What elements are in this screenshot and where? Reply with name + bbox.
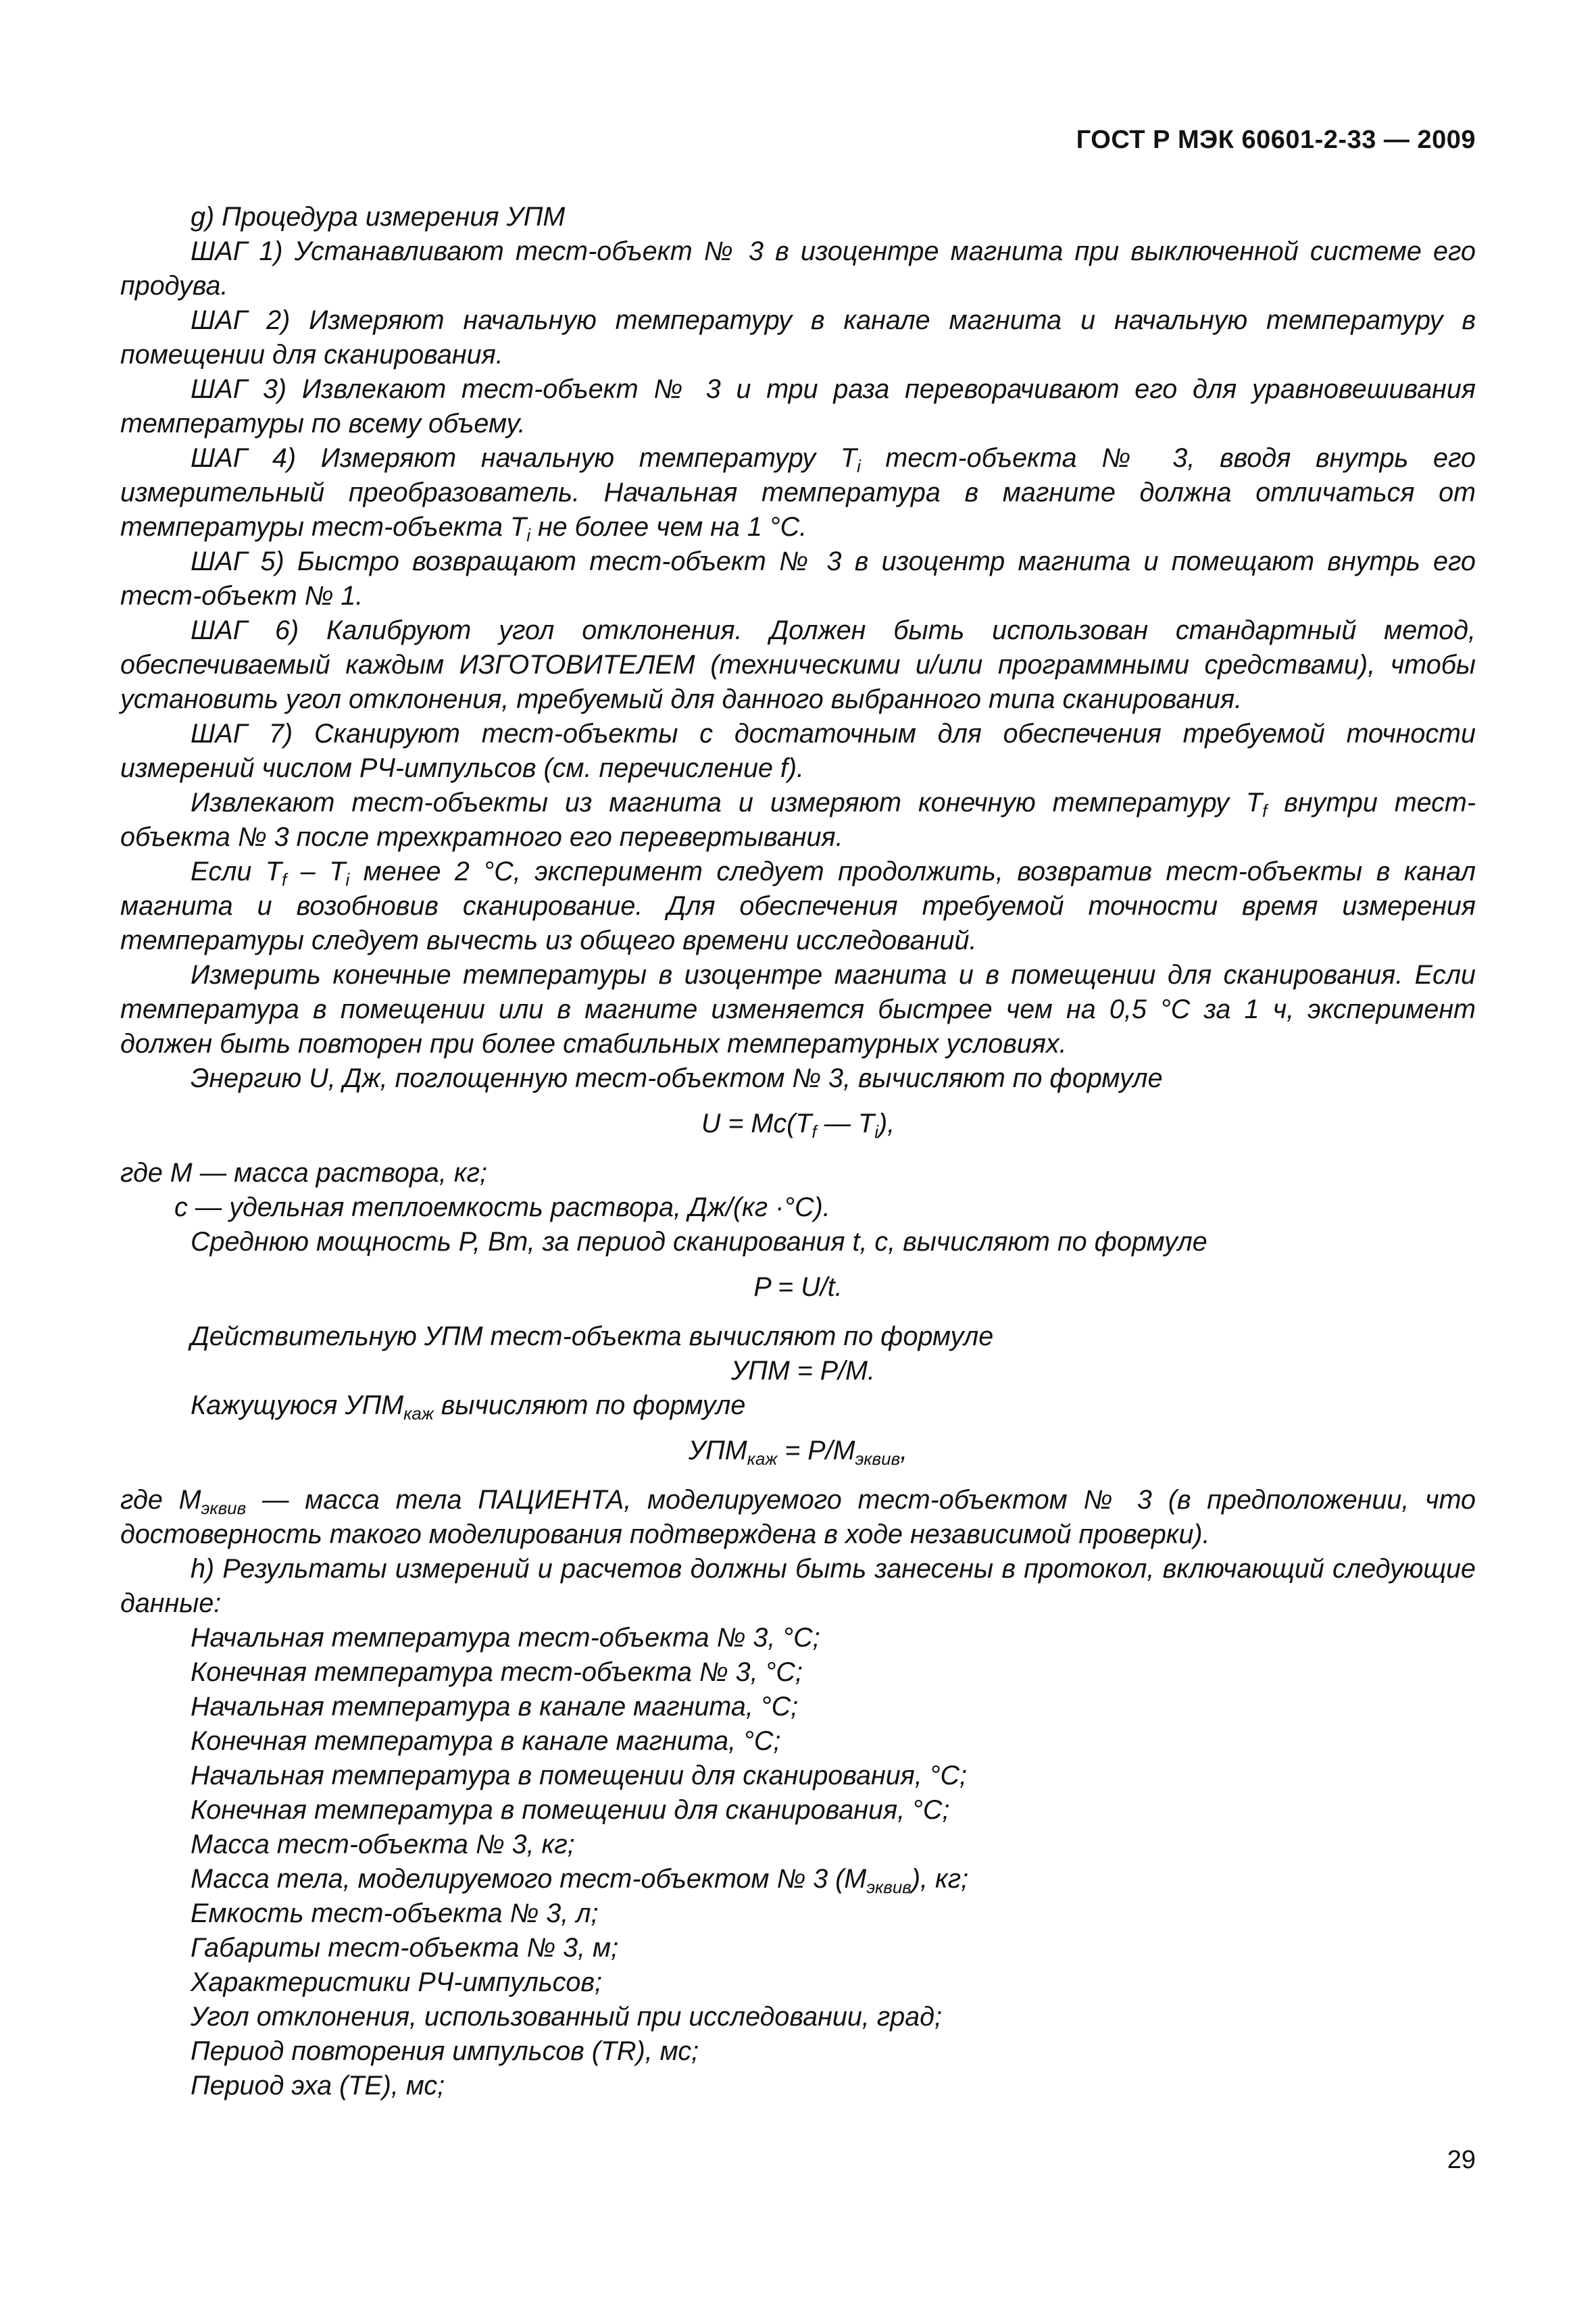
condition-paragraph: Если $T_f - T_i$ менее 2 °C, эксперимент следует продолжить, возвратив тест-объекты в канал магнита и возобновив сканирование. Для обеспечения требуемой точности время измерения температуры следует вычесть из общего времени исследований. xyxy=(120,857,1476,955)
energy-formula: $U = Mc(T_f$ — $T_i$), xyxy=(701,1109,895,1142)
power-text: Среднюю мощность P, Вт, за период сканирования t, с, вычисляют по формуле xyxy=(191,1227,1207,1257)
list-item-equivalent-mass: Масса тела, моделируемого тест-объектом № 3 $(M_{эквив})$, кг; xyxy=(191,1864,969,1897)
step-2: ШАГ 2) Измеряют начальную температуру в канале магнита и начальную температуру в помещении для сканирования. xyxy=(120,305,1476,370)
where-equivalent-mass: где $M_{эквив}$ — масса тела ПАЦИЕНТА, моделируемого тест-объектом № 3 (в предположении, что достоверность такого моделирования подтверждена в ходе независимой проверки). xyxy=(120,1485,1476,1549)
list-item: Конечная температура в помещении для сканирования, °C; xyxy=(191,1795,950,1825)
list-item: Начальная температура тест-объекта № 3, °C; xyxy=(191,1623,820,1653)
actual-sar-text: Действительную УПМ тест-объекта вычисляют по формуле xyxy=(191,1322,994,1351)
apparent-sar-text: Кажущуюся $УПМ_{каж}$ вычисляют по формуле xyxy=(191,1390,746,1424)
actual-sar-formula: УПМ = P/M. xyxy=(731,1356,875,1386)
list-item: Период повторения импульсов (TR), мс; xyxy=(191,2036,699,2066)
step-1: ШАГ 1) Устанавливают тест-объект № 3 в изоцентре магнита при выключенной системе его продува. xyxy=(120,236,1476,301)
energy-text: Энергию U, Дж, поглощенную тест-объектом № 3, вычисляют по формуле xyxy=(191,1063,1163,1093)
page-number: 29 xyxy=(1447,2146,1476,2174)
where-heat-capacity: c — удельная теплоемкость раствора, Дж/(кг ·°C). xyxy=(174,1192,830,1222)
list-item: Конечная температура тест-объекта № 3, °C; xyxy=(191,1657,803,1687)
apparent-sar-formula: $УПМ_{каж} = P/M_{эквив}$, xyxy=(688,1436,908,1469)
step-3: ШАГ 3) Извлекают тест-объект № 3 и три раза переворачивают его для уравновешивания температуры по всему объему. xyxy=(120,374,1476,438)
list-item: Габариты тест-объекта № 3, м; xyxy=(191,1933,619,1963)
list-item: Конечная температура в канале магнита, °C; xyxy=(191,1726,781,1756)
step-5: ШАГ 5) Быстро возвращают тест-объект № 3 в изоцентр магнита и помещают внутрь его тест-объект № 1. xyxy=(120,547,1476,611)
extract-paragraph: Извлекают тест-объекты из магнита и измеряют конечную температуру $T_f$ внутри тест-объекта № 3 после трехкратного его перевертывания. xyxy=(120,788,1476,852)
step-4: ШАГ 4) Измеряют начальную температуру $T_i$ тест-объекта № 3, вводя внутрь его измерительный преобразователь. Начальная температура в магните должна отличаться от температуры тест-объекта $T_i$ не более чем на 1 °C. xyxy=(120,443,1476,545)
list-item: Начальная температура в помещении для сканирования, °C; xyxy=(191,1761,968,1790)
where-mass: где M — масса раствора, кг; xyxy=(120,1158,487,1188)
standard-header: ГОСТ Р МЭК 60601-2-33 — 2009 xyxy=(1076,126,1476,154)
list-item: Емкость тест-объекта № 3, л; xyxy=(191,1898,599,1928)
list-item: Характеристики РЧ-импульсов; xyxy=(191,1967,602,1997)
step-7: ШАГ 7) Сканируют тест-объекты с достаточным для обеспечения требуемой точности измерений числом РЧ-импульсов (см. перечисление f). xyxy=(120,719,1476,783)
section-g-title: g) Процедура измерения УПМ xyxy=(191,202,566,232)
list-item: Угол отклонения, использованный при исследовании, град; xyxy=(191,2002,942,2032)
measure-paragraph: Измерить конечные температуры в изоцентре магнита и в помещении для сканирования. Если температура в помещении или в магните изменяется быстрее чем на 0,5 °C за 1 ч, эксперимент должен быть повторен при более стабильных температурных условиях. xyxy=(120,960,1476,1059)
document-body xyxy=(120,200,1476,2103)
list-item: Масса тест-объекта № 3, кг; xyxy=(191,1830,575,1859)
list-item: Период эха (TE), мс; xyxy=(191,2071,445,2101)
power-formula: P = U/t. xyxy=(753,1272,843,1302)
list-item: Начальная температура в канале магнита, °C; xyxy=(191,1692,799,1721)
step-6: ШАГ 6) Калибруют угол отклонения. Должен быть использован стандартный метод, обеспечиваемый каждым ИЗГОТОВИТЕЛЕМ (техническими и/или программными средствами), чтобы установить угол отклонения, требуемый для данного выбранного типа сканирования. xyxy=(120,615,1476,714)
section-h-title: h) Результаты измерений и расчетов должны быть занесены в протокол, включающий следующие данные: xyxy=(120,1554,1476,1618)
